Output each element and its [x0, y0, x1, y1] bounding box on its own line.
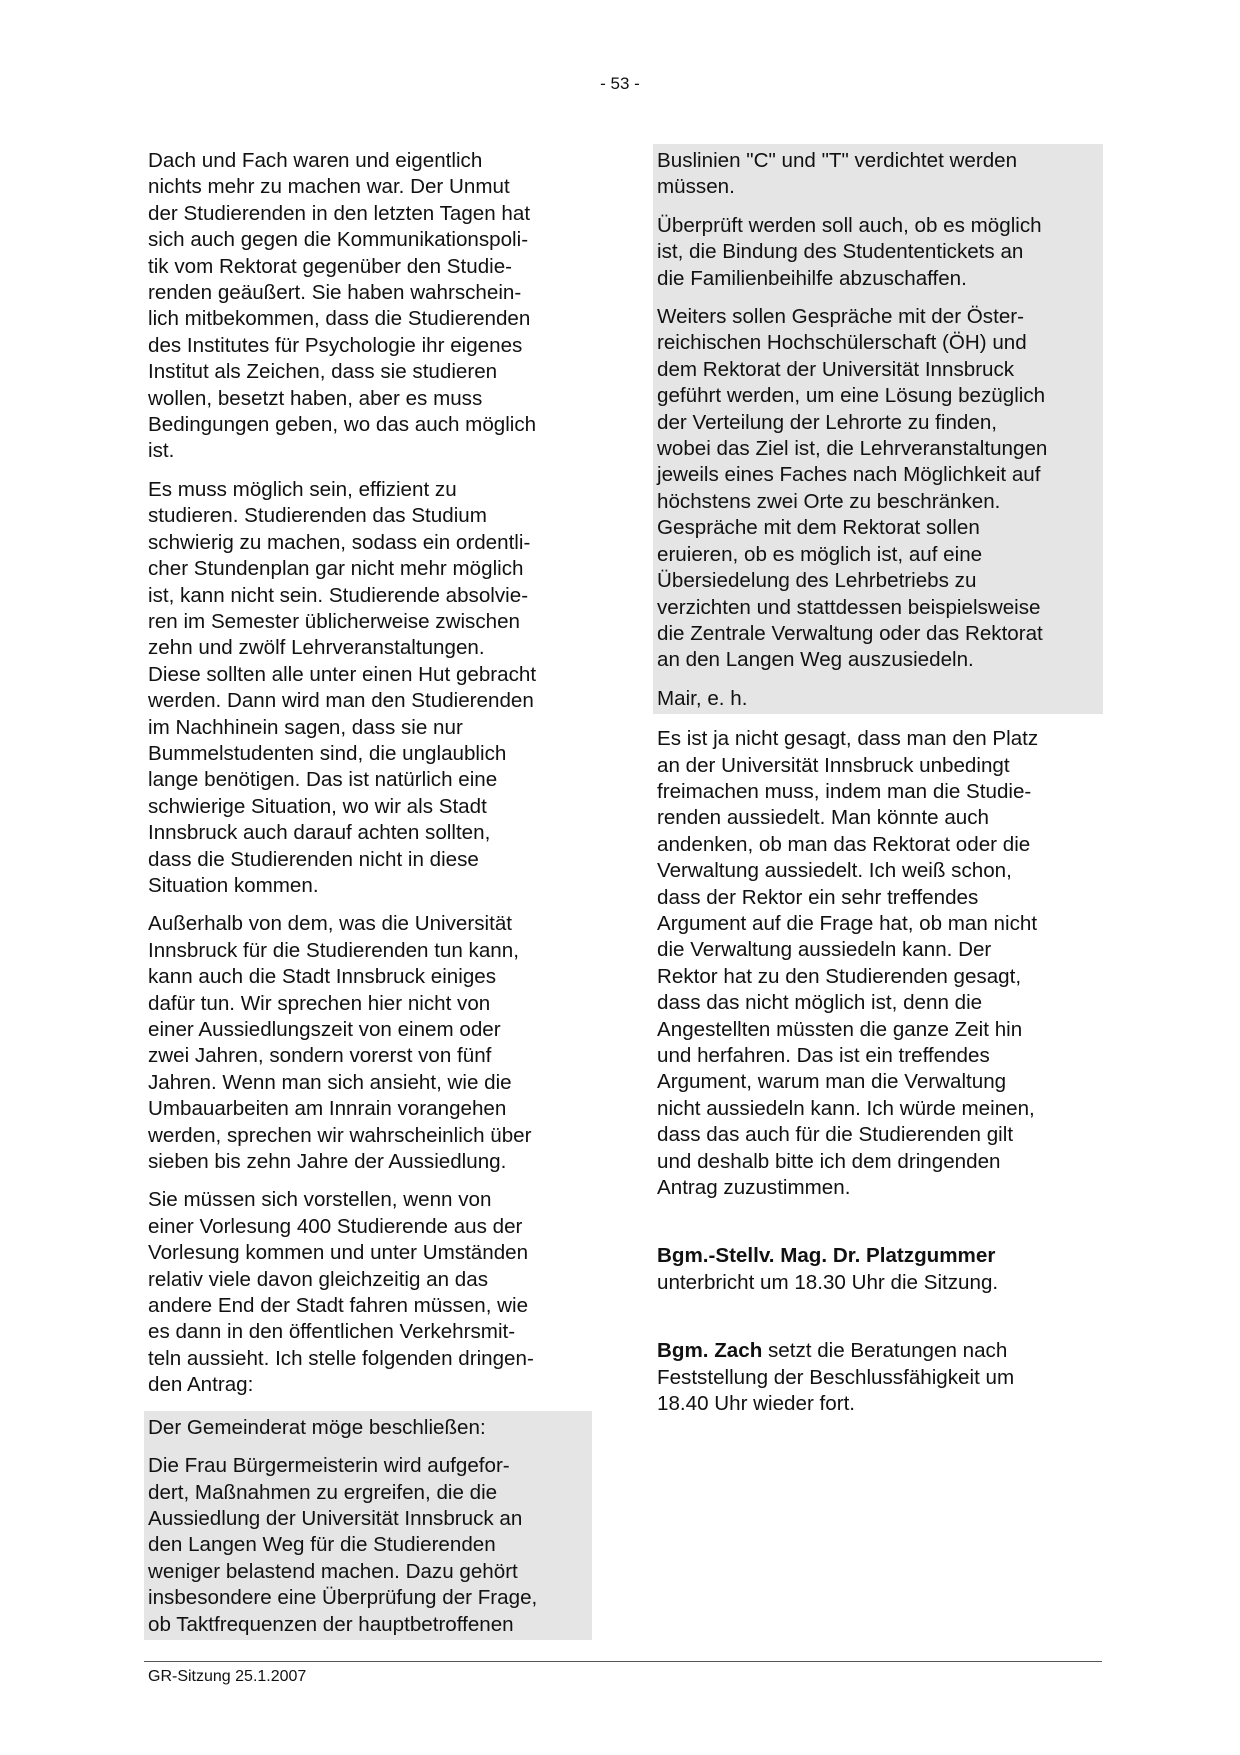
motion-text: Überprüft werden soll auch, ob es möglich ist, die Bindung des Studententickets an die Familienbeihilfe abzuschaffen.	[657, 213, 1042, 290]
body-paragraph: Außerhalb von dem, was die Universität Innsbruck für die Studierenden tun kann, kann auch die Stadt Innsbruck einiges dafür tun. Wir sprechen hier nicht von einer Aussiedlungszeit von einem oder zwei Jahren, sondern vorerst von fünf Jahren. Wenn man sich ansieht, wie die Umbauarbeiten am Innrain vorangehen werden, sprechen wir wahrscheinlich über sieben bis zehn Jahre der Aussiedlung.	[148, 912, 532, 1174]
footer-divider	[144, 1661, 1102, 1662]
motion-text: Die Frau Bürgermeisterin wird aufgefor- dert, Maßnahmen zu ergreifen, die die Aussiedlung der Universität Innsbruck an den Langen Weg für die Studierenden weniger belastend machen. Dazu gehört insbesondere eine Überprüfung der Frage, ob Taktfrequenzen der hauptbetroffenen	[148, 1454, 538, 1636]
body-paragraph: Es ist ja nicht gesagt, dass man den Platz an der Universität Innsbruck unbedingt freimachen muss, indem man die Studie- renden aussiedelt. Man könnte auch andenken, ob man das Rektorat oder die Verwaltung aussiedelt. Ich weiß schon, dass der Rektor ein sehr treffendes Argument auf die Frage hat, ob man nicht die Verwaltung aussiedeln kann. Der Rektor hat zu den Studierenden gesagt, dass das nicht möglich ist, denn die Angestellten müssten die ganze Zeit hin und herfahren. Das ist ein treffendes Argument, warum man die Verwaltung nicht aussiedeln kann. Ich würde meinen, dass das auch für die Studierenden gilt und deshalb bitte ich dem dringenden Antrag zuzustimmen.	[657, 727, 1039, 1200]
body-paragraph: Sie müssen sich vorstellen, wenn von einer Vorlesung 400 Studierende aus der Vorlesung kommen und unter Umständen relativ viele davon gleichzeitig an das andere End der Stadt fahren müssen, wie es dann in den öffentlichen Verkehrsmit- teln aussieht. Ich stelle folgenden dringen- den Antrag:	[148, 1188, 534, 1397]
footer-text: GR-Sitzung 25.1.2007	[148, 1668, 307, 1685]
speaker-name: Bgm. Zach	[657, 1339, 763, 1363]
body-paragraph: Es muss möglich sein, effizient zu studieren. Studierenden das Studium schwierig zu machen, sodass ein ordentli- cher Stundenplan gar nicht mehr möglich ist, kann nicht sein. Studierende absolvie- ren im Semester üblicherweise zwischen zehn und zwölf Lehrveranstaltungen. Diese sollten alle unter einen Hut gebracht werden. Dann wird man den Studierenden im Nachhinein sagen, dass sie nur Bummelstudenten sind, die unglaublich lange benötigen. Das ist natürlich eine schwierige Situation, wo wir als Stadt Innsbruck auch darauf achten sollten, dass die Studierenden nicht in diese Situation kommen.	[148, 477, 537, 897]
page-number: - 53 -	[600, 74, 640, 93]
right-column	[657, 148, 1099, 1429]
speaker-name: Bgm.-Stellv. Mag. Dr. Platzgummer	[657, 1244, 996, 1268]
session-notice	[657, 1338, 1099, 1417]
session-notice	[657, 1243, 1099, 1296]
motion-box-continued	[653, 144, 1103, 714]
motion-text: Weiters sollen Gespräche mit der Öster- reichischen Hochschülerschaft (ÖH) und dem Rektorat der Universität Innsbruck geführt werden, um eine Lösung bezüglich der Verteilung der Lehrorte zu finden, wobei das Ziel ist, die Lehrveranstaltungen jeweils eines Faches nach Möglichkeit auf höchstens zwei Orte zu beschränken. Gespräche mit dem Rektorat sollen eruieren, ob es möglich ist, auf eine Übersiedelung des Lehrbetriebs zu verzichten und stattdessen beispielsweise die Zentrale Verwaltung oder das Rektorat an den Langen Weg auszusiedeln.	[657, 305, 1048, 672]
motion-box	[144, 1411, 592, 1640]
motion-text: Buslinien "C" und "T" verdichtet werden müssen.	[657, 149, 1018, 199]
notice-text: setzt die Beratungen nach Feststellung der Beschlussfähigkeit um 18.40 Uhr wieder fort.	[657, 1339, 1015, 1416]
motion-signature: Mair, e. h.	[657, 686, 748, 710]
left-column	[148, 148, 588, 1640]
motion-intro: Der Gemeinderat möge beschließen:	[148, 1415, 486, 1439]
notice-text: unterbricht um 18.30 Uhr die Sitzung.	[657, 1270, 999, 1294]
body-paragraph: Dach und Fach waren und eigentlich nichts mehr zu machen war. Der Unmut der Studierenden in den letzten Tagen hat sich auch gegen die Kommunikationspoli- tik vom Rektorat gegenüber den Studie- renden geäußert. Sie haben wahrschein- lich mitbekommen, dass die Studierenden des Institutes für Psychologie ihr eigenes Institut als Zeichen, dass sie studieren wollen, besetzt haben, aber es muss Bedingungen geben, wo das auch möglich ist.	[148, 149, 537, 463]
